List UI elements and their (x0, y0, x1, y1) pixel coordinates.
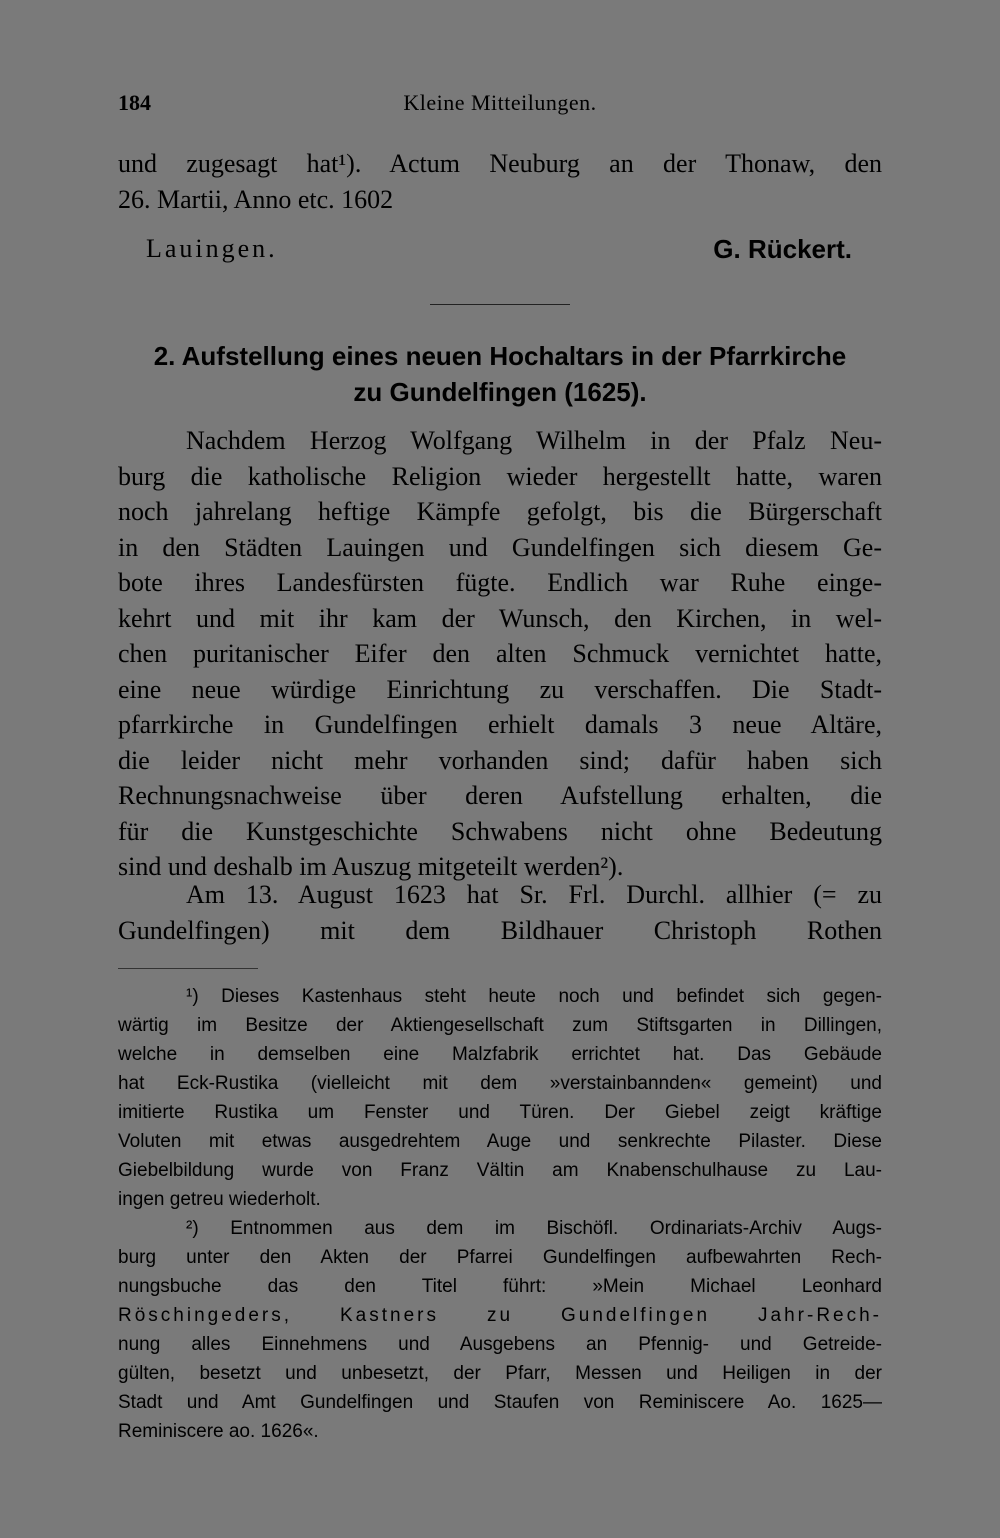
signature-place: Lauingen. (146, 234, 278, 263)
page-number: 184 (118, 90, 151, 115)
footnote-line: Voluten mit etwas ausgedrehtem Auge und senkrechte Pilaster. Diese (118, 1131, 882, 1152)
paragraph-line: bote ihres Landesfürsten fügte. Endlich war Ruhe einge- (118, 568, 882, 597)
footnote-line: ¹) Dieses Kastenhaus steht heute noch und befindet sich gegen- (186, 986, 882, 1007)
paragraph-line: burg die katholische Religion wieder hergestellt hatte, waren (118, 461, 882, 491)
footnotes (118, 982, 882, 1446)
signature-line (118, 234, 882, 274)
paragraph-2 (118, 877, 882, 948)
footnote-line: gülten, besetzt und unbesetzt, der Pfarr, Messen und Heiligen in der (118, 1363, 882, 1384)
paragraph-line: noch jahrelang heftige Kämpfe gefolgt, bis die Bürgerschaft (118, 497, 882, 526)
paragraph-line: Am 13. August 1623 hat Sr. Frl. Durchl. allhier (= zu (186, 880, 882, 909)
footnote-line: nungsbuche das den Titel führt: »Mein Michael Leonhard (118, 1276, 882, 1297)
paragraph-line: sind und deshalb im Auszug mitgeteilt werden²). (118, 852, 624, 881)
paragraph-line: pfarrkirche in Gundelfingen erhielt damals 3 neue Altäre, (118, 710, 882, 739)
opening-line-2: 26. Martii, Anno etc. 1602 (118, 184, 394, 214)
footnote-2 (118, 1214, 882, 1446)
footnote-line: Giebelbildung wurde von Franz Vältin am Knabenschulhause zu Lau- (118, 1160, 882, 1181)
page-header (118, 90, 882, 120)
footnote-line: ²) Entnommen aus dem im Bischöfl. Ordinariats-Archiv Augs- (186, 1218, 882, 1239)
section-heading (118, 338, 882, 410)
book-page (118, 0, 882, 1538)
section-divider (430, 304, 570, 305)
footnote-line: hat Eck-Rustika (vielleicht mit dem »verstainbannden« gemeint) und (118, 1073, 882, 1094)
paragraph-line: die leider nicht mehr vorhanden sind; dafür haben sich (118, 745, 882, 775)
footnote-line: burg unter den Akten der Pfarrei Gundelfingen aufbewahrten Rech- (118, 1247, 882, 1268)
footnote-1 (118, 982, 882, 1214)
running-title: Kleine Mitteilungen. (403, 90, 597, 115)
section-heading-line-2: zu Gundelfingen (1625). (353, 377, 647, 407)
footnote-line: ingen getreu wiederholt. (118, 1189, 321, 1210)
paragraph-line: in den Städten Lauingen und Gundelfingen sich diesem Ge- (118, 532, 882, 562)
footnote-line: Röschingeders, Kastners zu Gundelfingen Jahr-Rech- (118, 1305, 882, 1326)
footnote-line: Reminiscere ao. 1626«. (118, 1421, 319, 1442)
footnote-line: Stadt und Amt Gundelfingen und Staufen von Reminiscere Ao. 1625— (118, 1392, 882, 1413)
footnote-divider (118, 968, 258, 969)
footnote-line: imitierte Rustika um Fenster und Türen. Der Giebel zeigt kräftige (118, 1102, 882, 1123)
footnote-line: welche in demselben eine Malzfabrik errichtet hat. Das Gebäude (118, 1044, 882, 1065)
paragraph-line: chen puritanischer Eifer den alten Schmuck vernichtet hatte, (118, 639, 882, 668)
paragraph-line: Gundelfingen) mit dem Bildhauer Christoph Rothen (118, 915, 882, 945)
paragraph-line: eine neue würdige Einrichtung zu verschaffen. Die Stadt- (118, 674, 882, 704)
opening-line-1: und zugesagt hat¹). Actum Neuburg an der Thonaw, den (118, 149, 882, 178)
paragraph-line: kehrt und mit ihr kam der Wunsch, den Kirchen, in wel- (118, 603, 882, 633)
paragraph-line: Nachdem Herzog Wolfgang Wilhelm in der Pfalz Neu- (186, 426, 882, 455)
footnote-line: wärtig im Besitze der Aktiengesellschaft zum Stiftsgarten in Dillingen, (118, 1015, 882, 1036)
signature-author: G. Rückert. (713, 234, 852, 264)
opening-text (118, 146, 882, 217)
paragraph-1 (118, 423, 882, 885)
footnote-line: nung alles Einnehmens und Ausgebens an Pfennig- und Getreide- (118, 1334, 882, 1355)
paragraph-line: für die Kunstgeschichte Schwabens nicht ohne Bedeutung (118, 816, 882, 846)
paragraph-line: Rechnungsnachweise über deren Aufstellung erhalten, die (118, 781, 882, 810)
section-heading-line-1: 2. Aufstellung eines neuen Hochaltars in der Pfarrkirche (153, 341, 847, 371)
